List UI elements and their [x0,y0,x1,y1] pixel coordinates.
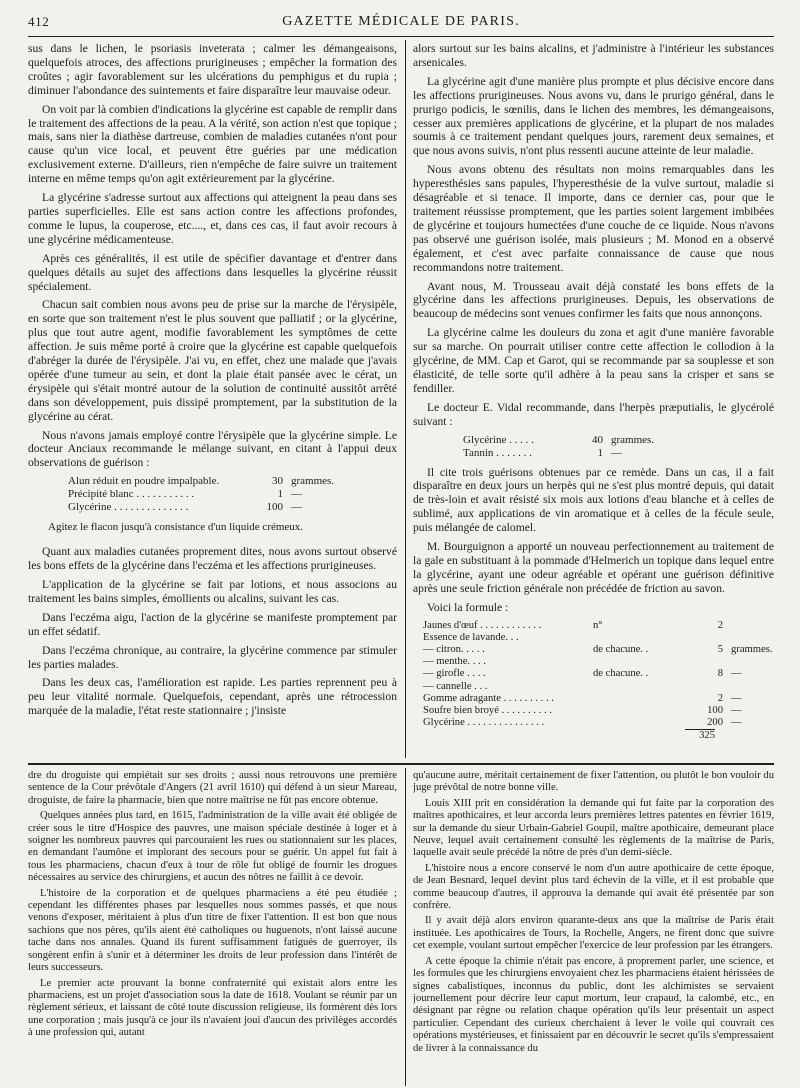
formula-row: Soufre bien broyé . . . . . . . . . . 100 — [423,705,742,717]
formula-row: Gomme adragante . . . . . . . . . . 2 — [423,692,742,704]
column-divider [405,40,406,758]
formula-row: Jaunes d'œuf . . . . . . . . . . . . n° 2 [423,619,723,631]
journal-title: GAZETTE MÉDICALE DE PARIS. [282,14,520,29]
formula-row: Précipité blanc . . . . . . . . . . . 1 — [68,488,302,501]
paragraph: La glycérine s'adresse surtout aux affections qui atteignent la peau dans ses parties superficielles. Elle est sans action contre les affections profondes, comme le lupus, la couperose, etc...., et, dans ces cas, il faut avoir recours à une glycérine médicamenteuse. [28,191,397,246]
paragraph: Avant nous, M. Trousseau avait déjà constaté les bons effets de la glycérine dans les affections prurigineuses. Depuis, les observations de beaucoup de médecins sont venues confirmer les faits que nous annonçons. [413,279,774,321]
formula-total: 325 [423,729,774,742]
paragraph: Le premier acte prouvant la bonne confraternité qui existait alors entre les pharmaciens, est un projet d'association sous la date de 1618. Voulant se réunir par un règlement sérieux, et laissant de côté toute discussion religieuse, ils formèrent dès lors une corporation ; mais jusqu'à ce jour ils n'avaient joui d'aucun des privilèges accordés à une profession qui, autant [28,977,397,1039]
paragraph: sus dans le lichen, le psoriasis inveterata ; calmer les démangeaisons, quelquefois atroces, des affections prurigineuses ; empêcher la formation des croûtes ; agir favorablement sur les ulcérations du pemphigus et du rupia ; diminuer l'abondance des suintements et faire disparaître leur mauvaise odeur. [28,42,397,97]
paragraph: Dans les deux cas, l'amélioration est rapide. Les parties reprennent peu à peu leur vitalité normale. Quelquefois, cependant, après une rétrocession marquée de la maladie, l'état reste stationnaire ; j'insiste [28,676,397,718]
paragraph: Quant aux maladies cutanées proprement dites, nous avons surtout observé les bons effets de la glycérine dans l'eczéma et les affections prurigineuses. [28,545,397,573]
formula-note: Agitez le flacon jusqu'à consistance d'un liquide crémeux. [48,521,304,534]
formula-row: Tannin . . . . . . . 1 — [463,446,622,459]
paragraph: Dans l'eczéma chronique, au contraire, la glycérine commence par stimuler les parties malades. [28,643,397,671]
paragraph: La glycérine calme les douleurs du zona et agit d'une manière favorable sur sa marche. On pourrait utiliser contre cette affection le collodion à la glycérine, de MM. Cap et Garot, qui se recommande par sa souplesse et son élasticité, de telle sorte qu'il adhère à la peau sans la crisper et sans se fendiller. [413,326,774,395]
header-rule [28,36,774,37]
feuilleton-left-column [28,770,397,1086]
paragraph: Le docteur E. Vidal recommande, dans l'herpès præputialis, le glycérolé suivant : [413,400,774,428]
paragraph: Après ces généralités, il est utile de spécifier davantage et d'entrer dans quelques détails au sujet des affections dans lesquelles la glycérine réussit spécialement. [28,251,397,293]
paragraph: alors surtout sur les bains alcalins, et j'administre à l'intérieur les substances arsenicales. [413,42,774,69]
formula-row: — cannelle . . . [423,680,488,692]
paragraph: L'histoire de la corporation et de quelques pharmaciens a été peu étudiée ; cependant les différentes phases par lesquelles nous sommes passés, et que nous venons d'exposer, méritaient à plus d'un titre de fixer l'attention. Il est bon que nous sachions que nos pères, qu'ils aient été catholiques ou huguenots, n'ont laissé aucune tache dans nos annales. Quand ils furent suffisamment fatigués de guerroyer, ils songèrent enfin à s'unir et à déterminer les droits de leur profession dans l'intérêt de leurs successeurs. [28,887,397,974]
page-number: 412 [28,14,50,29]
formula-row: Glycérine . . . . . . . . . . . . . . 100 — [68,501,302,514]
paragraph: L'histoire nous a encore conservé le nom d'un autre apothicaire de cette époque, de Jean Besnard, lequel devint plus tard échevin de la ville, et il est probable que comme beaucoup d'autres, il approuva la demande qui avait été présentée par son confrère. [413,862,774,912]
formula-anciaux [68,475,397,514]
formula-vidal [463,434,774,460]
column-divider [405,768,406,1086]
formula-row: Glycérine . . . . . . . . . . . . . . . 200 — [423,717,742,729]
formula-row: Essence de lavande. . . [423,631,519,643]
paragraph: Il y avait déjà alors environ quarante-deux ans que la maîtrise de Paris était instituée. Les apothicaires de Tours, la Rochelle, Angers, ne firent donc que suivre cet exemple, voulant surtout empêcher l'exercice de leur profession par les étrangers. [413,915,774,952]
paragraph: La glycérine agit d'une manière plus prompte et plus décisive encore dans les affections prurigineuses. Nous avons vu, dans le prurigo général, dans le prurigo podicis, le sœnilis, dans le lichen des membres, les démangeaisons, cesser aux premières applications de glycérine, et la plupart de nos malades soumis à ce traitement pendant quelques jours, rarement deux semaines, et que nous avons suivis, n'ont plus ressenti aucune atteinte de leur maladie. [413,74,774,158]
paragraph: M. Bourguignon a apporté un nouveau perfectionnement au traitement de la gale en substituant à la pommade d'Helmerich un topique dans lequel entre la glycérine, ayant une odeur agréable et opérant une guérison définitive après une seule friction générale non précédée de friction au savon. [413,540,774,595]
paragraph: dre du droguiste qui empiétait sur ses droits ; aussi nous retrouvons une première sentence de la Cour prévôtale d'Angers (21 avril 1610) qui défend à un sieur Mareau, droguiste, de faire la pharmacie, bien que notre maîtrise ne fût pas encore obtenue. [28,770,397,806]
paragraph: On voit par là combien d'indications la glycérine est capable de remplir dans le traitement des affections de la peau. A la vérité, son action n'est que topique ; mais, sans nier la diathèse dartreuse, combien de maladies cutanées n'ont pour cause qu'un vice local, et peuvent être guéries par une médication exclusivement externe. D'ailleurs, rien n'empêche de faire suivre un traitement interne en même temps qu'on agit extérieurement par la glycérine. [28,102,397,186]
left-column [28,42,397,757]
formula-row: Alun réduit en poudre impalpable. 30 grammes. [68,475,335,488]
paragraph: qu'aucune autre, méritait certainement de fixer l'attention, ou plutôt le bon vouloir du juge prévôtal de notre bonne ville. [413,770,774,794]
page-header [28,14,774,34]
paragraph: Louis XIII prit en considération la demande qui fut faite par la corporation des maîtres apothicaires, et leur accorda leurs premières lettres patentes en février 1619, sur la demande du sieur Urbain-Gabriel Goupil, maître apothicaire, demeurant place Neuve, lequel avait certainement consulté les règlements de la maîtrise de Paris, laquelle avait seule précédé la nôtre de près d'un demi-siècle. [413,797,774,859]
formula-bourguignon [423,620,774,743]
formula-row: — citron. . . . . de chacune. . 5 grammes. [423,644,773,656]
paragraph: Nous avons obtenu des résultats non moins remarquables dans les hyperesthésies sans papules, l'hyperesthésie de la vulve surtout, maladie si désagréable et si tenace. Il importe, dans ce dernier cas, pour que le traitement réussisse promptement, que les parties soient largement imbibées de glycérine et toujours humectées d'une couche de ce liquide. Nous n'avons pas observé une guérison isolée, mais plusieurs ; M. Monod en a observé également, et c'est avec parfaite connaissance de cause que nous recommandons notre traitement. [413,163,774,274]
formula-row: Glycérine . . . . . 40 grammes. [463,433,655,446]
feuilleton-right-column [413,770,774,1086]
paragraph: Quelques années plus tard, en 1615, l'administration de la ville avait été obligée de créer sous le titre d'Hospice des pauvres, une maison spéciale destinée à loger et à soigner les nombreux pauvres qui parcouraient les rues ou stationnaient sur les places, en demandant l'aumône et implorant des secours pour se guérir. Un appel fut fait à tous les pharmaciens, chacun d'eux à tour de rôle fut obligé de fournir les drogues nécessaires au service des chirurgiens, et aucun des nôtres ne faillit à ce devoir. [28,810,397,884]
paragraph: Chacun sait combien nous avons peu de prise sur la marche de l'érysipèle, en sorte que son traitement n'est le plus souvent que palliatif ; or la glycérine, plus que tout autre agent, modifie favorablement les symptômes de cette affection. Je suis même porté à croire que la glycérine est capable quelquefois d'abréger la durée de l'érysipèle. J'ai vu, en effet, chez une malade que j'avais opérée d'une tumeur au sein, et dont la plaie était pansée avec le cérat, un érysipèle qui s'était montré autour de la solution de continuité aussitôt arrêté dans son développement, puis dissipé promptement, par la substitution de la glycérine au cérat. [28,298,397,423]
paragraph: Il cite trois guérisons obtenues par ce remède. Dans un cas, il a fait disparaître en deux jours un herpès qui ne s'est plus montré depuis, qui datait de très-loin et avait résisté six mois aux lotions d'eau blanche et à celles de sublimé, aux applications de vin aromatique et à celles de la fécule seule, puis mélangée de calomel. [413,465,774,535]
paragraph: A cette époque la chimie n'était pas encore, à proprement parler, une science, et les formules que les chirurgiens envoyaient chez les pharmaciens étaient hérissées de signes cabalistiques, inconnus du public, dont les alchimistes se servaient journellement pour décrire leur caput mortum, leur crapaud, la calombé, etc., en désignant par règne ou relation chaque opération qu'ils leur présentait un aspect particulier. Cependant des curieux cherchaient à lever le voile qui couvrait ces opérations mystérieuses, et finissaient par en découvrir le secret qu'ils s'empressaient de livrer à la connaissance du [413,955,774,1054]
paragraph: Dans l'eczéma aigu, l'action de la glycérine se manifeste promptement par un effet sédatif. [28,610,397,638]
right-column [413,42,774,757]
paragraph: Voici la formule : [427,600,509,614]
formula-row: — menthe. . . . [423,656,486,668]
formula-row: — girofle . . . . de chacune. . 8 — [423,668,742,680]
paragraph: L'application de la glycérine se fait par lotions, et nous associons au traitement les bains simples, émollients ou alcalins, suivant les cas. [28,578,397,605]
feuilleton-rule [28,763,774,765]
paragraph: Nous n'avons jamais employé contre l'érysipèle que la glycérine simple. Le docteur Anciaux recommande le mélange suivant, en citant à l'appui deux observations de guérison : [28,428,397,470]
